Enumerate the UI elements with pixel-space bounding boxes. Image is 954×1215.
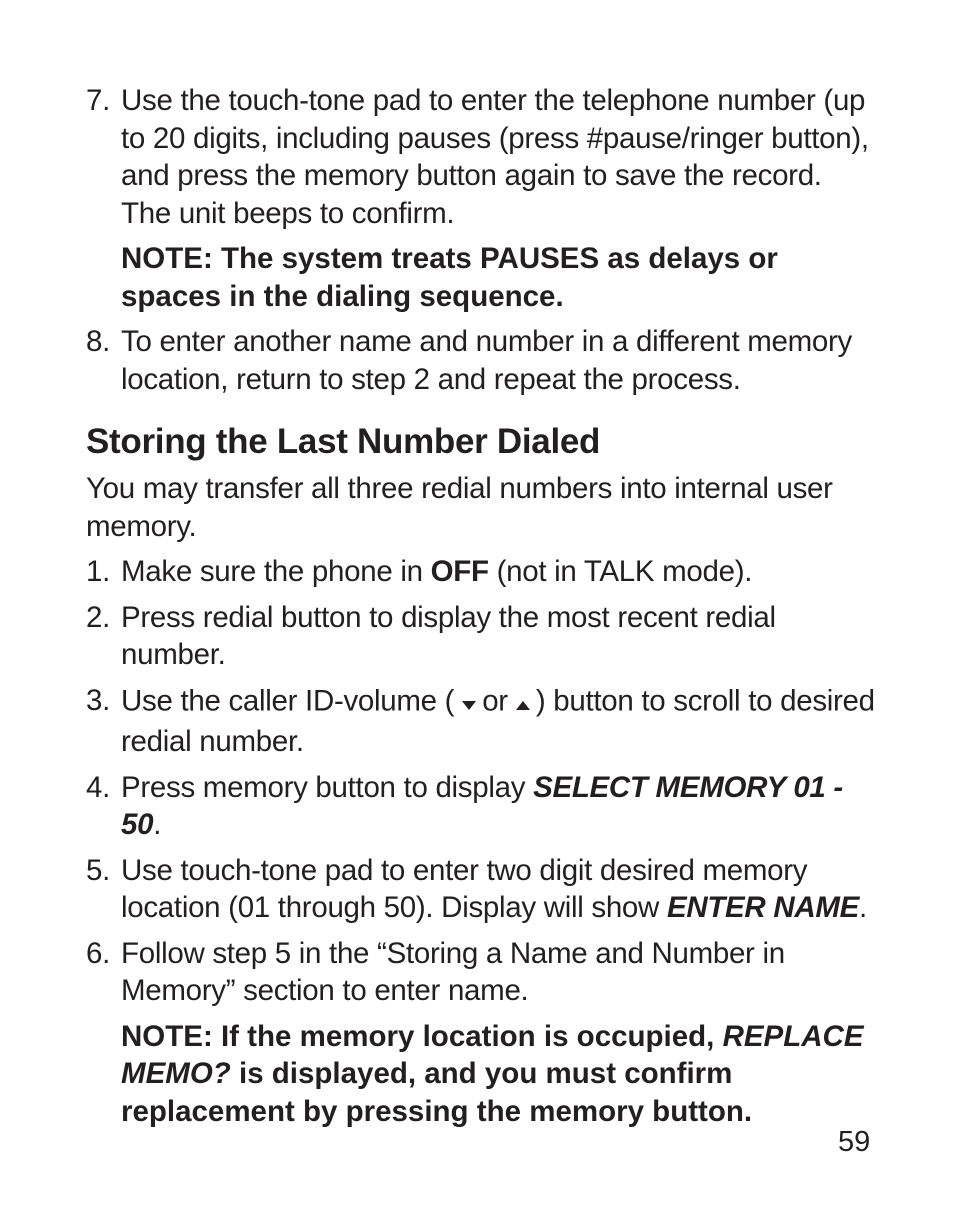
step-text-part: Make sure the phone in bbox=[121, 555, 431, 588]
page-content bbox=[86, 82, 876, 1138]
step-6 bbox=[86, 935, 876, 1010]
down-triangle-icon bbox=[462, 682, 476, 720]
page-number: 59 bbox=[838, 1126, 871, 1158]
note-text-part: is displayed, and you must confirm replacement by pressing the memory button. bbox=[121, 1057, 753, 1128]
step-number: 3. bbox=[86, 683, 111, 717]
step-text-part: (not in TALK mode). bbox=[488, 555, 753, 588]
section-title: Storing the Last Number Dialed bbox=[86, 422, 601, 461]
display-text: SELECT MEMORY 01 - 50 bbox=[121, 770, 843, 841]
up-triangle-icon bbox=[516, 682, 530, 720]
step-3 bbox=[86, 682, 876, 761]
step-number: 5. bbox=[86, 853, 111, 887]
step-text-part: . bbox=[153, 808, 162, 841]
step-number: 2. bbox=[86, 600, 111, 634]
step-text-part: Press memory button to display bbox=[121, 770, 534, 804]
step-text bbox=[121, 769, 876, 844]
section-intro: You may transfer all three redial numbers into internal user memory. bbox=[86, 472, 833, 543]
step-text: Use the touch-tone pad to enter the telephone number (up to 20 digits, including pauses (press #pause/ringer button), and press the memory button again to save the record. The unit beeps to confirm. bbox=[121, 84, 869, 230]
display-text: REPLACE MEMO? bbox=[121, 1019, 864, 1090]
step-number: 7. bbox=[86, 84, 111, 117]
step-text-part: . bbox=[858, 891, 867, 924]
or-word: or bbox=[482, 684, 508, 718]
note-occupied bbox=[121, 1018, 876, 1131]
step-number: 4. bbox=[86, 770, 111, 804]
step-8 bbox=[86, 323, 876, 398]
step-7 bbox=[86, 82, 876, 232]
step-5 bbox=[86, 852, 876, 927]
step-number: 6. bbox=[86, 936, 111, 970]
off-label: OFF bbox=[430, 555, 489, 588]
step-text: Press redial button to display the most recent redial number. bbox=[121, 600, 776, 671]
step-number: 1. bbox=[86, 555, 111, 588]
step-2 bbox=[86, 599, 876, 674]
step-text-part: Use the caller ID-volume ( bbox=[121, 684, 455, 718]
note-pauses: NOTE: The system treats PAUSES as delays or spaces in the dialing sequence. bbox=[121, 242, 778, 313]
step-4 bbox=[86, 769, 876, 844]
step-text bbox=[121, 852, 876, 927]
step-text-part: ) button to scroll to desired redial number. bbox=[121, 684, 875, 758]
step-1 bbox=[86, 553, 876, 591]
step-text bbox=[121, 553, 876, 591]
note-text-part: NOTE: If the memory location is occupied, bbox=[121, 1019, 723, 1053]
step-text: Follow step 5 in the “Storing a Name and Number in Memory” section to enter name. bbox=[121, 936, 785, 1007]
step-text-part: Use touch-tone pad to enter two digit desired memory location (01 through 50). Display will show bbox=[121, 853, 808, 924]
step-number: 8. bbox=[86, 325, 111, 358]
display-text: ENTER NAME bbox=[666, 891, 859, 924]
step-text: To enter another name and number in a different memory location, return to step 2 and repeat the process. bbox=[121, 325, 853, 396]
step-text bbox=[121, 682, 876, 761]
